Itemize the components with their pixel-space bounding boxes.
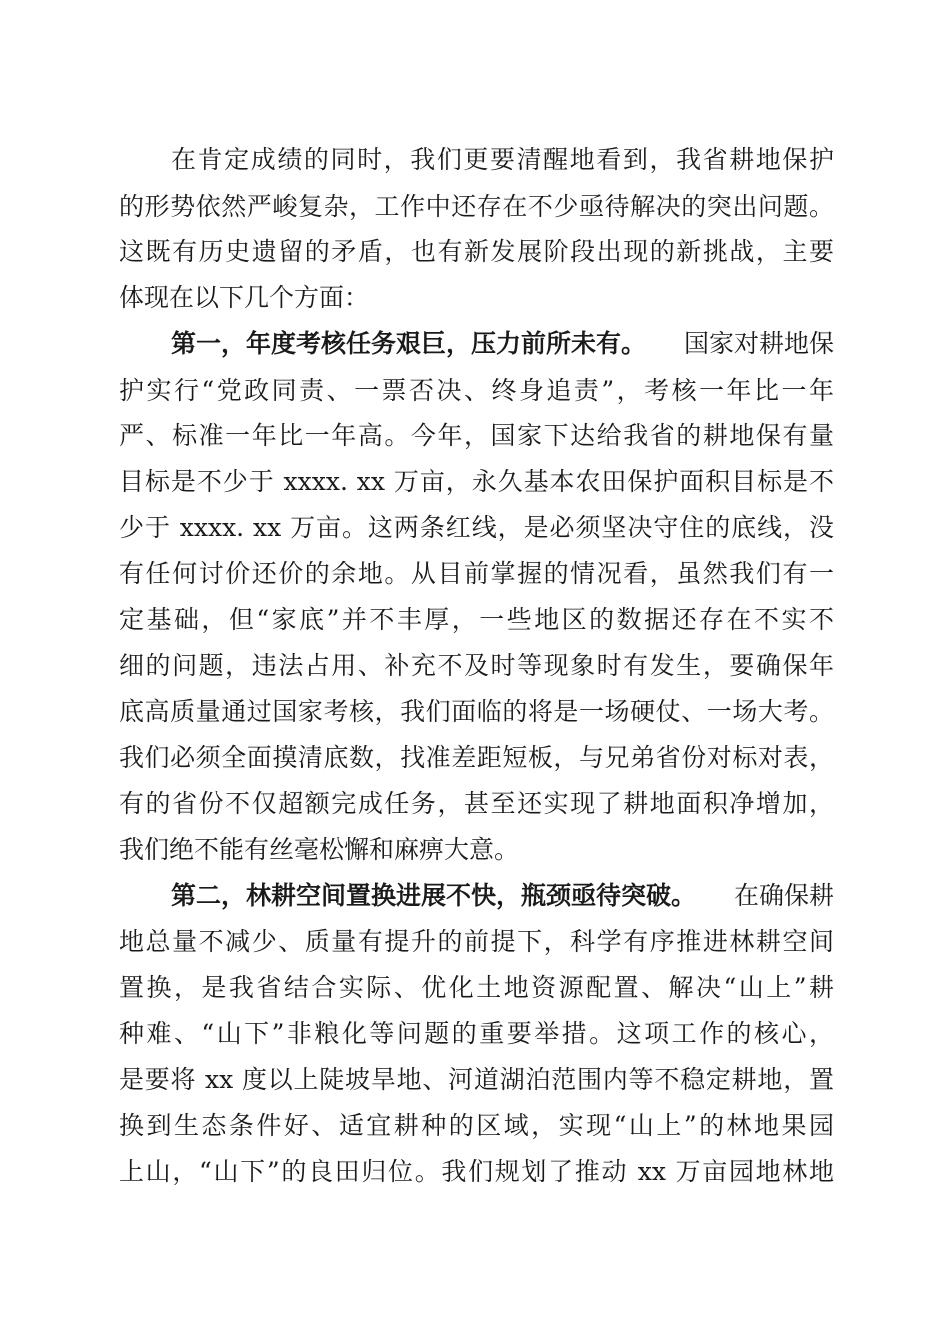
body-text-line: 严、标准一年比一年高。今年，国家下达给我省的耕地保有量	[119, 421, 834, 450]
body-text-line: 这既有历史遗留的矛盾，也有新发展阶段出现的新挑战，主要	[119, 237, 834, 266]
body-text-line: 我们必须全面摸清底数，找准差距短板，与兄弟省份对标对表，	[119, 743, 834, 772]
section-lead-line	[171, 324, 834, 364]
body-text-line: 有的省份不仅超额完成任务，甚至还实现了耕地面积净增加，	[119, 789, 834, 818]
body-text-line: 体现在以下几个方面：	[119, 283, 370, 312]
body-text-line: 在肯定成绩的同时，我们更要清醒地看到，我省耕地保护	[171, 145, 834, 174]
body-text-line: 护实行“党政同责、一票否决、终身追责”，考核一年比一年	[119, 376, 834, 405]
body-text-line: 置换，是我省结合实际、优化土地资源配置、解决“山上”耕	[119, 973, 834, 1002]
body-text-line: 上山，“山下”的良田归位。我们规划了推动 xx 万亩园地林地	[119, 1157, 834, 1186]
body-text-line: 我们绝不能有丝毫松懈和麻痹大意。	[119, 835, 520, 864]
section-lead-continuation: 在确保耕	[733, 881, 834, 910]
section-lead-continuation: 国家对耕地保	[683, 329, 834, 358]
body-text-line: 换到生态条件好、适宜耕种的区域，实现“山上”的林地果园	[119, 1111, 834, 1140]
section-lead-line	[171, 876, 834, 916]
body-text-line: 底高质量通过国家考核，我们面临的将是一场硬仗、一场大考。	[119, 697, 834, 726]
body-text-line: 目标是不少于 xxxx. xx 万亩，永久基本农田保护面积目标是不	[119, 467, 834, 496]
section-heading-first: 第一，年度考核任务艰巨，压力前所未有。	[171, 329, 647, 358]
body-text-line: 细的问题，违法占用、补充不及时等现象时有发生，要确保年	[119, 651, 834, 680]
body-text-line: 少于 xxxx. xx 万亩。这两条红线，是必须坚决守住的底线，没	[119, 513, 834, 542]
body-text-line: 是要将 xx 度以上陡坡旱地、河道湖泊范围内等不稳定耕地，置	[119, 1065, 834, 1094]
section-heading-second: 第二，林耕空间置换进展不快，瓶颈亟待突破。	[171, 881, 697, 910]
body-text-line: 的形势依然严峻复杂，工作中还存在不少亟待解决的突出问题。	[119, 192, 834, 221]
body-text-line: 定基础，但“家底”并不丰厚，一些地区的数据还存在不实不	[119, 605, 834, 634]
body-text-line: 种难、“山下”非粮化等问题的重要举措。这项工作的核心，	[119, 1019, 834, 1048]
body-text-line: 有任何讨价还价的余地。从目前掌握的情况看，虽然我们有一	[119, 559, 834, 588]
body-text-line: 地总量不减少、质量有提升的前提下，科学有序推进林耕空间	[119, 927, 834, 956]
